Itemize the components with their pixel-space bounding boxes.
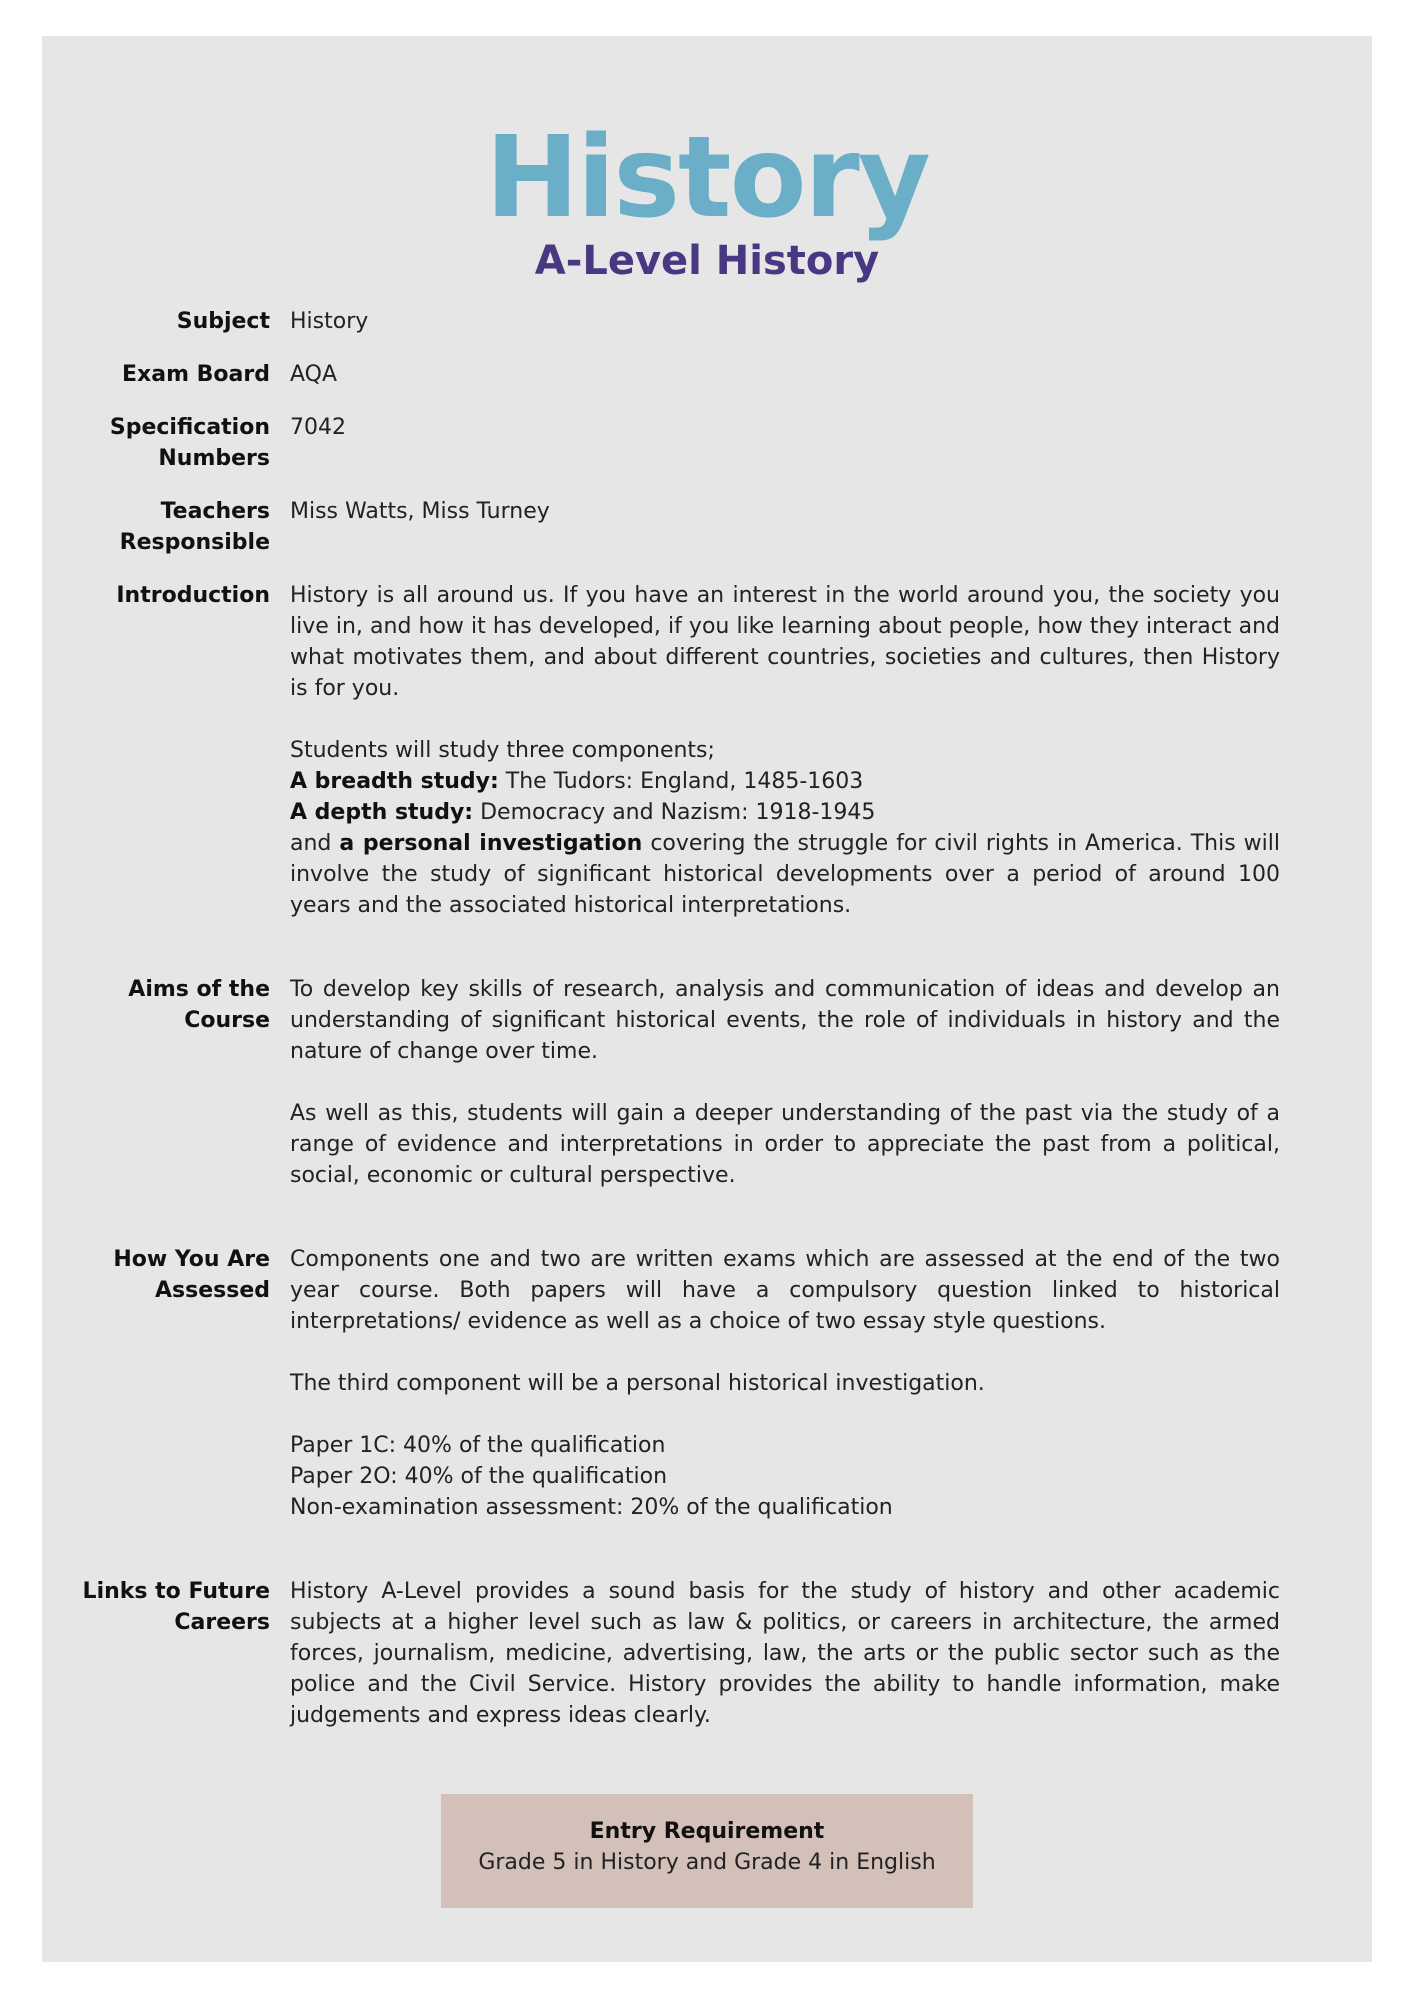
specification-value: 7042 [290,415,346,440]
row-aims [42,974,1372,1222]
components-intro: Students will study three components; [290,738,715,763]
depth-study [290,797,1280,828]
breadth-study [290,766,1280,797]
personal-investigation-prefix: and [290,831,340,856]
subject-label: Subject [176,309,270,334]
breadth-study-label: A breadth study: [290,769,499,794]
row-specification [42,412,1372,474]
breakdown-item: Paper 2O: 40% of the qualification [290,1464,668,1489]
page-title: History [485,113,929,243]
assessment-text [290,1244,1280,1554]
specification-label: Specification Numbers [109,415,270,471]
components-list [290,735,1280,921]
course-details [42,306,1372,1784]
careers-label: Links to Future Careers [82,1579,270,1635]
breadth-study-text: The Tudors: England, 1485-1603 [498,769,864,794]
teachers-value: Miss Watts, Miss Turney [290,499,550,524]
row-introduction [42,580,1372,952]
personal-investigation [290,828,1280,921]
aims-paragraph-2: As well as this, students will gain a deeper understanding of the past via the study of a range of evidence and interpretations in order to appreciate the past from a political, social, economic or cultural perspective. [290,1101,1280,1188]
subject-value: History [290,309,369,334]
breakdown-item: Paper 1C: 40% of the qualification [290,1433,666,1458]
aims-label: Aims of the Course [128,977,270,1033]
personal-investigation-text: covering the struggle for civil rights in America. This will involve the study of significant historical developments over a period of around 100 years and the associated historical interpretations. [290,831,1280,918]
careers-text [290,1576,1280,1762]
exam-board-value: AQA [290,362,338,387]
careers-paragraph: History A-Level provides a sound basis for the study of history and other academic subjects at a higher level such as law & politics, or careers in architecture, the armed forces, journalism, medicine, advertising, law, the arts or the public sector such as the police and the Civil Service. History provides the ability to handle information, make judgements and express ideas clearly. [290,1579,1280,1728]
depth-study-text: Democracy and Nazism: 1918-1945 [473,800,876,825]
page-subtitle: A-Level History [534,238,880,284]
row-careers [42,1576,1372,1762]
depth-study-label: A depth study: [290,800,474,825]
row-exam-board [42,359,1372,390]
aims-paragraph-1: To develop key skills of research, analysis and communication of ideas and develop an understanding of significant historical events, the role of individuals in history and the nature of change over time. [290,977,1280,1064]
assessment-paragraph-1: Components one and two are written exams which are assessed at the end of the two year course. Both papers will have a compulsory question linked to historical interpretations/ evidence as well as a choice of two essay style questions. [290,1247,1280,1334]
row-subject [42,306,1372,337]
breakdown-item: Non-examination assessment: 20% of the qualification [290,1495,893,1520]
introduction-text [290,580,1280,952]
row-teachers [42,496,1372,558]
introduction-paragraph: History is all around us. If you have an interest in the world around you, the society you live in, and how it has developed, if you like learning about people, how they interact and what motivates them, and about different countries, societies and cultures, then History is for you. [290,583,1280,701]
assessment-breakdown [290,1430,1280,1523]
entry-requirement-title: Entry Requirement [589,1819,825,1844]
teachers-label: Teachers Responsible [119,499,270,555]
document-page [42,36,1372,1962]
assessment-paragraph-2: The third component will be a personal historical investigation. [290,1371,985,1396]
introduction-label: Introduction [116,583,270,608]
personal-investigation-label: a personal investigation [339,831,643,856]
assessment-label: How You Are Assessed [113,1247,270,1303]
exam-board-label: Exam Board [122,362,270,387]
aims-text [290,974,1280,1222]
entry-requirement-box [441,1794,973,1908]
row-assessment [42,1244,1372,1554]
entry-requirement-text: Grade 5 in History and Grade 4 in English [478,1850,936,1875]
